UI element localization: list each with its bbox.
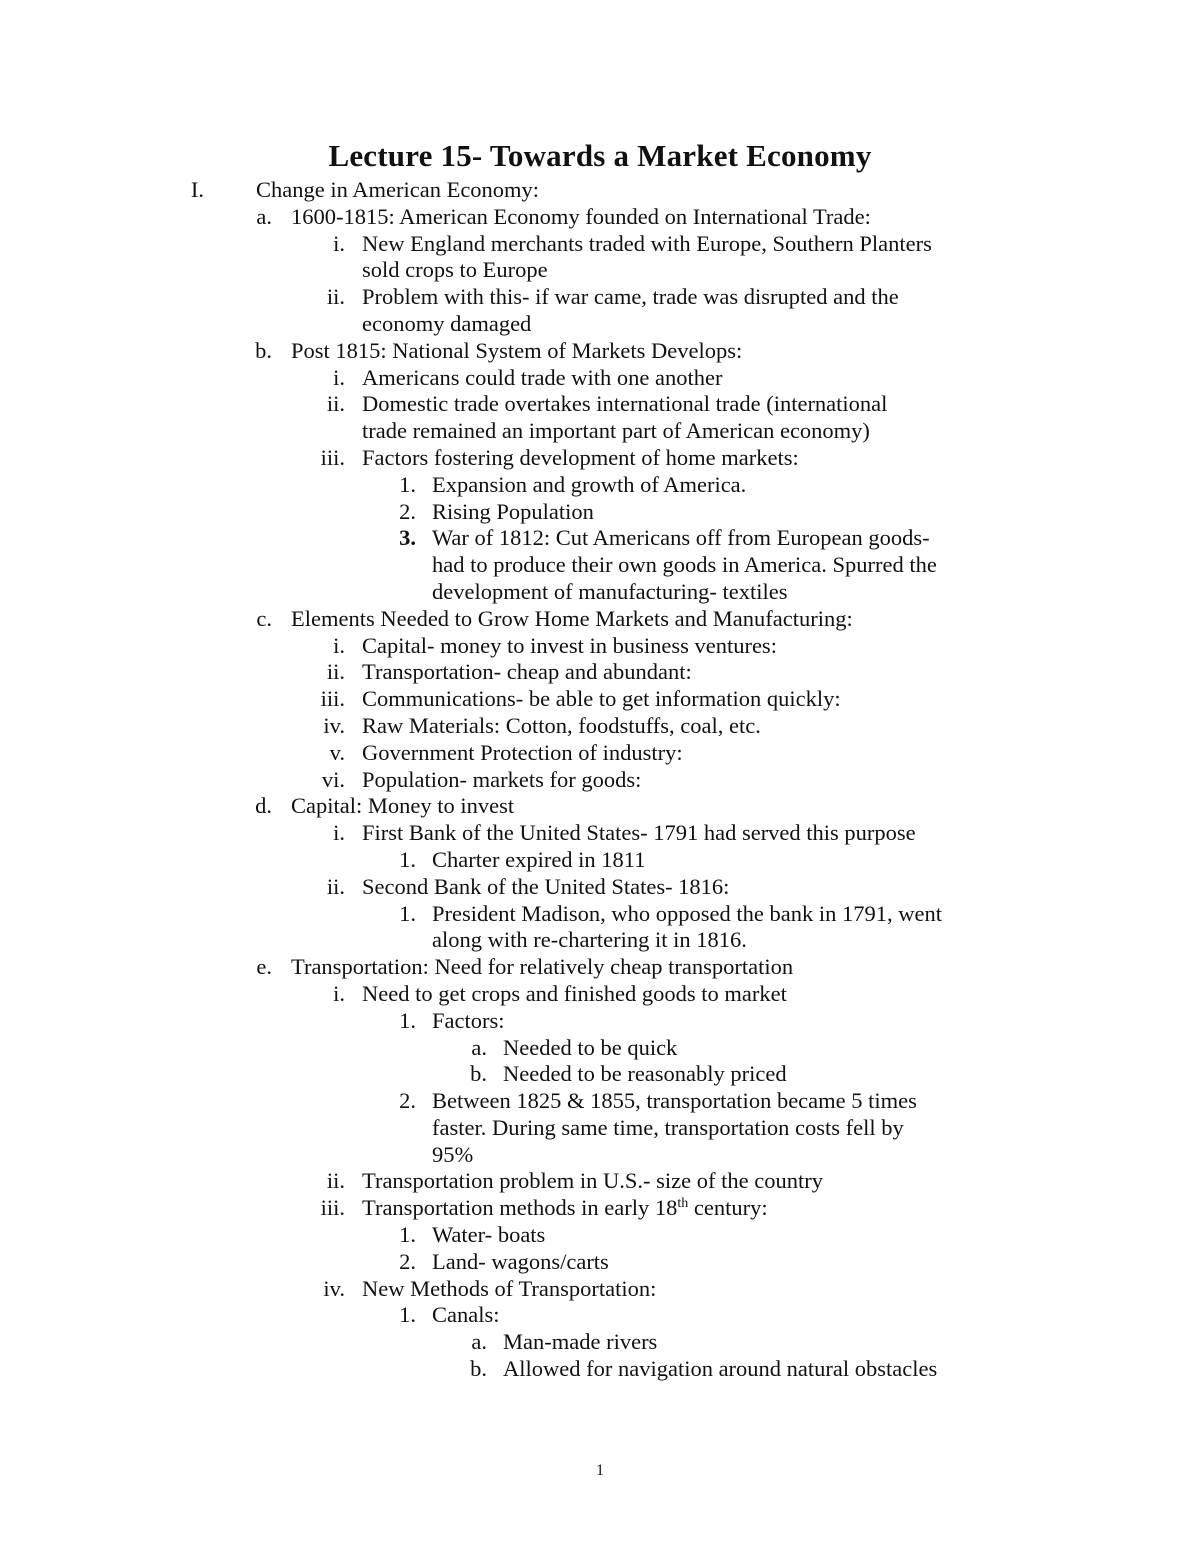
outline-line	[0, 686, 1200, 713]
outline-line	[0, 445, 1200, 472]
outline-line	[0, 1249, 1200, 1276]
outline-line	[0, 231, 1200, 258]
outline-text	[291, 954, 793, 981]
outline-text-main: Capital: Money to invest	[291, 793, 515, 819]
outline-marker: 1.	[399, 1302, 416, 1328]
outline-text	[362, 311, 531, 338]
outline-text	[432, 1222, 545, 1249]
outline-marker: i.	[333, 820, 345, 846]
lecture-outline	[0, 177, 1200, 1383]
outline-text-main: First Bank of the United States- 1791 had served this purpose	[362, 820, 916, 846]
outline-text	[432, 901, 942, 928]
outline-text	[432, 472, 746, 499]
outline-text-main: Change in American Economy:	[256, 177, 540, 202]
outline-line	[0, 472, 1200, 499]
outline-text-main: Water- boats	[432, 1222, 546, 1248]
outline-line	[0, 713, 1200, 740]
outline-line	[0, 606, 1200, 633]
outline-text	[432, 525, 930, 552]
outline-line	[0, 633, 1200, 660]
outline-text-main: development of manufacturing- textiles	[432, 578, 788, 604]
outline-marker: ii.	[326, 1168, 345, 1194]
outline-text	[362, 365, 723, 392]
outline-line	[0, 874, 1200, 901]
outline-text	[362, 820, 916, 847]
outline-text-main: 1600-1815: American Economy founded on International Trade:	[291, 203, 871, 229]
outline-marker: 1.	[399, 900, 416, 926]
outline-text-main: Transportation: Need for relatively cheap transportation	[291, 954, 794, 980]
outline-marker: v.	[329, 739, 345, 765]
outline-text-main: Rising Population	[432, 498, 594, 524]
outline-text-main: economy damaged	[362, 310, 532, 336]
outline-marker: i.	[333, 632, 345, 658]
outline-line	[0, 659, 1200, 686]
outline-text-main: had to produce their own goods in America. Spurred the	[432, 552, 937, 578]
outline-marker: d.	[255, 793, 272, 819]
outline-text-main: Need to get crops and finished goods to market	[362, 980, 787, 1006]
outline-line	[0, 767, 1200, 794]
outline-line	[0, 204, 1200, 231]
outline-line	[0, 1142, 1200, 1169]
outline-text	[362, 231, 932, 258]
outline-text	[362, 445, 799, 472]
outline-text	[291, 793, 514, 820]
outline-line	[0, 1008, 1200, 1035]
outline-text	[362, 1276, 656, 1303]
outline-text	[362, 874, 729, 901]
outline-text	[362, 659, 692, 686]
outline-marker: ii.	[326, 873, 345, 899]
outline-text-main: Man-made rivers	[503, 1329, 658, 1355]
superscript: th	[677, 1196, 689, 1212]
outline-line	[0, 552, 1200, 579]
outline-line	[0, 391, 1200, 418]
outline-marker: i.	[333, 230, 345, 256]
page-number: 1	[596, 1462, 604, 1479]
outline-line	[0, 1035, 1200, 1062]
outline-text	[362, 418, 870, 445]
outline-line	[0, 1115, 1200, 1142]
outline-text-main: Post 1815: National System of Markets Develops:	[291, 337, 743, 363]
outline-text	[503, 1356, 937, 1383]
outline-marker: iv.	[323, 712, 345, 738]
outline-text-main: Capital- money to invest in business ventures:	[362, 632, 777, 658]
outline-text	[362, 713, 761, 740]
outline-line	[0, 1329, 1200, 1356]
outline-marker: b.	[255, 337, 272, 363]
outline-text-main: Transportation- cheap and abundant:	[362, 659, 692, 685]
outline-line	[0, 418, 1200, 445]
outline-marker: iii.	[320, 686, 345, 712]
outline-line	[0, 284, 1200, 311]
outline-text-main: Expansion and growth of America.	[432, 471, 747, 497]
outline-line	[0, 257, 1200, 284]
outline-line	[0, 311, 1200, 338]
outline-text-main: Communications- be able to get information quickly:	[362, 686, 841, 712]
outline-marker: iii.	[320, 444, 345, 470]
outline-text-main: 95%	[432, 1141, 474, 1167]
outline-text	[432, 579, 788, 606]
outline-text-tail: century:	[688, 1195, 768, 1221]
outline-marker: 2.	[399, 1088, 416, 1114]
outline-text-main: Transportation problem in U.S.- size of the country	[362, 1168, 823, 1194]
outline-line	[0, 981, 1200, 1008]
outline-text-main: Americans could trade with one another	[362, 364, 723, 390]
outline-marker: iii.	[320, 1195, 345, 1221]
outline-text	[432, 1115, 904, 1142]
outline-line	[0, 1195, 1200, 1222]
outline-text-main: Elements Needed to Grow Home Markets and Manufacturing:	[291, 605, 853, 631]
outline-text-main: faster. During same time, transportation costs fell by	[432, 1114, 904, 1140]
outline-text	[362, 633, 777, 660]
outline-text	[432, 1249, 609, 1276]
outline-line	[0, 1061, 1200, 1088]
outline-marker: 3.	[399, 525, 416, 551]
outline-text	[291, 204, 871, 231]
outline-marker: c.	[256, 605, 272, 631]
outline-line	[0, 740, 1200, 767]
outline-text-main: Charter expired in 1811	[432, 846, 646, 872]
outline-marker: b.	[470, 1061, 487, 1087]
outline-text	[256, 177, 539, 204]
outline-text	[432, 1142, 473, 1169]
outline-text-main: Transportation methods in early 18	[362, 1195, 678, 1221]
outline-line	[0, 579, 1200, 606]
outline-text-main: Allowed for navigation around natural obstacles	[503, 1356, 938, 1382]
outline-line	[0, 1276, 1200, 1303]
outline-text-main: Canals:	[432, 1302, 500, 1328]
outline-text-main: sold crops to Europe	[362, 257, 548, 283]
outline-text	[432, 1008, 505, 1035]
outline-marker: 2.	[399, 1248, 416, 1274]
outline-marker: 1.	[399, 1007, 416, 1033]
outline-line	[0, 1088, 1200, 1115]
outline-text-main: New England merchants traded with Europe, Southern Planters	[362, 230, 932, 256]
outline-line	[0, 1222, 1200, 1249]
outline-text-main: Needed to be quick	[503, 1034, 678, 1060]
outline-text-main: War of 1812: Cut Americans off from European goods-	[432, 525, 930, 551]
outline-line	[0, 499, 1200, 526]
outline-text-main: along with re-chartering it in 1816.	[432, 927, 747, 953]
outline-line	[0, 847, 1200, 874]
outline-line	[0, 177, 1200, 204]
outline-line	[0, 954, 1200, 981]
outline-text-main: Problem with this- if war came, trade was disrupted and the	[362, 284, 899, 310]
outline-marker: ii.	[326, 284, 345, 310]
outline-marker: a.	[471, 1329, 487, 1355]
outline-line	[0, 1302, 1200, 1329]
outline-line	[0, 1168, 1200, 1195]
outline-text	[362, 767, 641, 794]
outline-text-main: Factors:	[432, 1007, 505, 1033]
outline-text-main: Factors fostering development of home markets:	[362, 444, 799, 470]
outline-text	[503, 1061, 787, 1088]
outline-text	[291, 338, 742, 365]
page-title: Lecture 15- Towards a Market Economy	[328, 138, 872, 173]
outline-text	[362, 257, 548, 284]
outline-text	[432, 1302, 500, 1329]
outline-text	[432, 1088, 917, 1115]
outline-marker: I.	[190, 177, 204, 202]
outline-text-main: Raw Materials: Cotton, foodstuffs, coal, etc.	[362, 712, 761, 738]
outline-marker: e.	[256, 954, 272, 980]
outline-marker: ii.	[326, 391, 345, 417]
outline-text	[432, 927, 747, 954]
outline-marker: 2.	[399, 498, 416, 524]
outline-text-main: Domestic trade overtakes international trade (international	[362, 391, 888, 417]
outline-marker: iv.	[323, 1275, 345, 1301]
outline-line	[0, 1356, 1200, 1383]
outline-text	[432, 499, 594, 526]
outline-line	[0, 365, 1200, 392]
outline-text	[362, 1195, 768, 1222]
outline-text	[432, 552, 937, 579]
outline-text	[503, 1329, 657, 1356]
outline-text	[362, 981, 787, 1008]
outline-marker: ii.	[326, 659, 345, 685]
outline-line	[0, 525, 1200, 552]
outline-line	[0, 793, 1200, 820]
outline-text-main: President Madison, who opposed the bank in 1791, went	[432, 900, 942, 926]
outline-text-main: trade remained an important part of American economy)	[362, 418, 870, 444]
outline-line	[0, 820, 1200, 847]
outline-text	[291, 606, 853, 633]
outline-line	[0, 901, 1200, 928]
outline-text	[362, 391, 887, 418]
outline-text	[362, 686, 841, 713]
outline-text-main: Needed to be reasonably priced	[503, 1061, 787, 1087]
outline-text	[503, 1035, 677, 1062]
outline-marker: a.	[256, 203, 272, 229]
outline-text-main: Second Bank of the United States- 1816:	[362, 873, 730, 899]
outline-text	[362, 1168, 823, 1195]
outline-text-main: Land- wagons/carts	[432, 1248, 609, 1274]
outline-line	[0, 338, 1200, 365]
outline-text	[362, 284, 899, 311]
outline-marker: 1.	[399, 846, 416, 872]
outline-text-main: Government Protection of industry:	[362, 739, 683, 765]
outline-marker: i.	[333, 980, 345, 1006]
outline-text	[432, 847, 645, 874]
outline-marker: 1.	[399, 1222, 416, 1248]
outline-line	[0, 927, 1200, 954]
outline-text	[362, 740, 683, 767]
outline-text-main: Population- markets for goods:	[362, 766, 642, 792]
outline-marker: 1.	[399, 471, 416, 497]
outline-marker: i.	[333, 364, 345, 390]
outline-text-main: Between 1825 & 1855, transportation became 5 times	[432, 1088, 917, 1114]
outline-marker: vi.	[321, 766, 345, 792]
outline-text-main: New Methods of Transportation:	[362, 1275, 657, 1301]
outline-marker: a.	[471, 1034, 487, 1060]
outline-marker: b.	[470, 1356, 487, 1382]
